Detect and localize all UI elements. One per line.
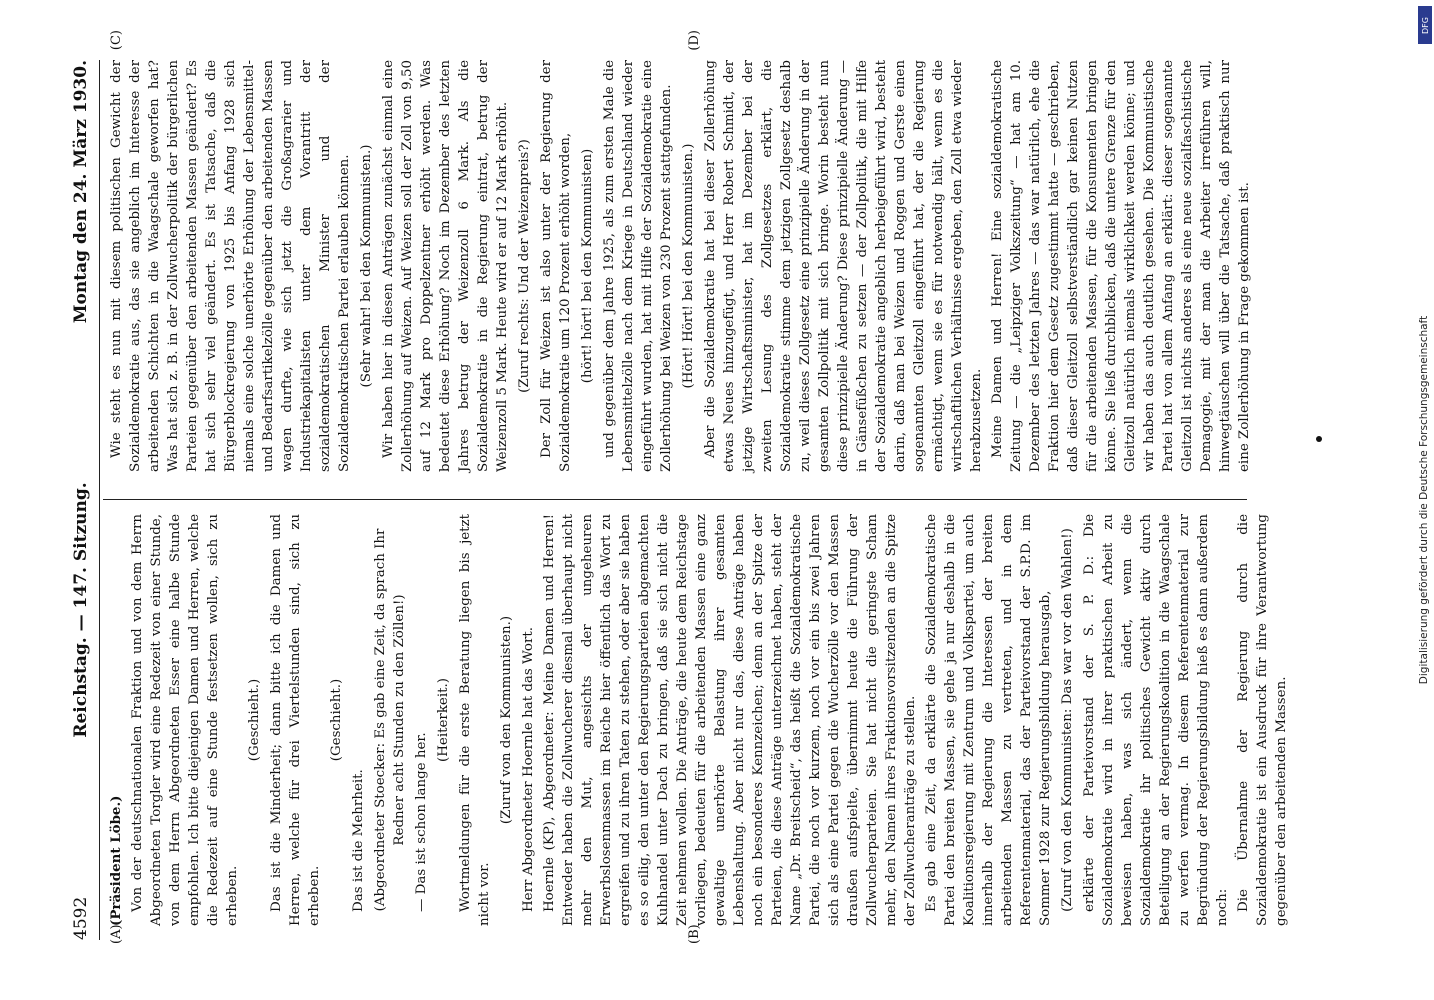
- page-header: [67, 60, 95, 940]
- interjection: (Heiterkeit.): [436, 678, 451, 762]
- left-text-column: [107, 514, 1293, 926]
- dfg-logo: DFG: [1418, 6, 1432, 44]
- paragraph: Von der deutschnationalen Fraktion und von dem Herrn Abgeordneten Torgler wird eine Redezeit von einer Stunde, von dem Herrn Abgeordneten Esser eine halbe Stunde empfohlen. Ich bitte diejenigen Damen und Herren, welche die Redezeit auf eine Stunde festsetzen wollen, sich zu erheben.: [130, 514, 240, 926]
- interjection: (Geschieht.): [247, 678, 262, 762]
- dfg-credit-text: Digitalisierung gefördert durch die Deutsche Forschungsgemeinschaft: [1418, 315, 1430, 685]
- session-title: Reichstag. — 147. Sitzung.: [71, 482, 91, 738]
- paragraph: Das ist die Mehrheit.: [351, 769, 366, 912]
- paragraph: erklärte der Parteivorstand der S. P. D.: Die Sozialdemokratie wird in ihrer praktischen Arbeit zu beweisen haben, was sich ändert, wenn die Sozialdemokratie ihr politisches Gewicht aktiv durch Beteiligung an der Regierungskoalition in die Waagschale zu werfen vermag. In diesem Referentenmaterial zur Begründung der Regierungsbildung hieß es dann außerdem noch:: [1082, 514, 1230, 926]
- paragraph: Wie steht es nun mit diesem politischen Gewicht der Sozialdemokratie aus, das sie angeblich im Interesse der arbeitenden Schichten in die Waagschale geworfen hat? Was hat sich z. B. in der Zollwucherpolitik der bürgerlichen Parteien gegenüber den arbeitenden Massen geändert? Es hat sich sehr viel geändert. Es ist Tatsache, daß die Bürgerblockregierung von 1925 bis Anfang 1928 sich niemals eine solche unerhörte Erhöhung der Lebensmittel- und Bedarfsartikelzölle gegenüber den arbeitenden Massen wagen durfte, wie sich jetzt die Großagrarier und Industriekapitalisten unter dem Vorantritt der sozialdemokratischen Minister und der Sozialdemokratischen Partei erlauben können.: [109, 60, 352, 472]
- document-page: [67, 30, 1289, 944]
- interjection: (Zuruf rechts: Und der Weizenpreis?): [517, 139, 532, 393]
- paragraph: Der Zoll für Weizen ist also unter der Regierung der Sozialdemokratie um 120 Prozent erhöht worden,: [539, 60, 573, 472]
- interjection: (Sehr wahr! bei den Kommunisten.): [359, 144, 374, 388]
- paragraph: Meine Damen und Herren! Eine sozialdemokratische Zeitung — die „Leipziger Volkszeitung“ — hat am 10. Dezember des letzten Jahres — das war natürlich, ehe die Fraktion hier dem Gesetz zugestimmt hatte — geschrieben, daß dieser Gleitzoll selbstverständlich gar keinen Nutzen für die arbeitenden Massen, für die Konsumenten bringen könne. Sie ließ durchblicken, daß die untere Grenze für den Gleitzoll natürlich niemals wirklichkeit werden könne; und wir haben das auch deutlich gesehen. Die Kommunistische Partei hat von allem Anfang an erklärt: dieser sogenannte Gleitzoll ist nichts anderes als eine neue sozialfaschistische Demagogie, mit der man die Arbeiter irreführen will, hinwegtäuschen will über die Tatsache, daß praktisch nur eine Zollerhöhung in Frage gekommen ist.: [990, 60, 1252, 472]
- interjection: (hört! hört! bei den Kommunisten): [580, 148, 595, 384]
- page-number: 4592: [71, 896, 91, 940]
- header-rule: [99, 60, 100, 940]
- interjection: (Hört! Hört! bei den Kommunisten.): [681, 143, 696, 389]
- right-text-column: [107, 60, 1256, 472]
- margin-marker-c: (C): [109, 30, 124, 51]
- paragraph: — Das ist schon lange her.: [414, 732, 429, 912]
- paragraph: Das ist die Minderheit; dann bitte ich die Damen und Herren, welche für drei Viertelstunden sind, sich zu erheben.: [269, 514, 322, 926]
- interjection: (Zuruf von den Kommunisten: Das war vor den Wahlen!): [1060, 528, 1075, 912]
- dfg-credit-strip: [1412, 0, 1434, 1000]
- interjection: (Geschieht.): [329, 678, 344, 762]
- paragraph: Herr Abgeordneter Hoernle hat das Wort.: [521, 627, 536, 912]
- paragraph: Es gab eine Zeit, da erklärte die Sozialdemokratische Partei den breiten Massen, sie gehe ja nur deshalb in die Koalitionsregierung mit Zentrum und Volkspartei, um auch innerhalb der Regierung die Interessen der breiten arbeitenden Massen zu vertreten, und in dem Referentenmaterial, das der Parteivorstand der S.P.D. im Sommer 1928 zur Regierungsbildung herausgab,: [924, 514, 1053, 926]
- margin-marker-d: (D): [687, 30, 702, 51]
- paragraph: und gegenüber dem Jahre 1925, als zum ersten Male die Lebensmittelzölle nach dem Kriege in Deutschland wieder eingeführt wurden, hat mit Hilfe der Sozialdemokratie eine Zollerhöhung bei Weizen von 230 Prozent stattgefunden.: [602, 60, 674, 472]
- paragraph: Wortmeldungen für die erste Beratung liegen bis jetzt nicht vor.: [458, 514, 492, 926]
- interjection: (Abgeordneter Stoecker: Es gab eine Zeit, da sprach Ihr Redner acht Stunden zu den Zöllen!): [373, 528, 407, 912]
- margin-marker-b: (B): [687, 924, 702, 944]
- paragraph: Aber die Sozialdemokratie hat bei dieser Zollerhöhung etwas Neues hinzugefügt, und Herr Robert Schmidt, der jetzige Wirtschaftsminister, hat im Dezember bei der zweiten Lesung des Zollgesetzes erklärt, die Sozialdemokratie stimme dem jetzigen Zollgesetz deshalb zu, weil dieses Zollgesetz eine prinzipielle Änderung in der gesamten Zollpolitik mit sich bringe. Worin besteht nun diese prinzipielle Änderung? Diese prinzipielle Änderung — in Gänsefüßchen zu setzen — der Zollpolitik, die mit Hilfe der Sozialdemokratie angeblich herbeigeführt wird, besteht darin, daß man bei Weizen und Roggen und Gerste einen sogenannten Gleitzoll eingeführt hat, der die Regierung ermächtigt, wenn sie es für notwendig hält, wenn es die wirtschaftlichen Verhältnisse ergeben, den Zoll etwa wieder herabzusetzen.: [703, 60, 984, 472]
- paragraph: Wir haben hier in diesen Anträgen zunächst einmal eine Zollerhöhung auf Weizen. Auf Weizen soll der Zoll von 9,50 auf 12 Mark pro Doppelzentner erhöht werden. Was bedeutet diese Erhöhung? Noch im Dezember des letzten Jahres betrug der Weizenzoll 6 Mark. Als die Sozialdemokratie in die Regierung eintrat, betrug der Weizenzoll 5 Mark. Heute wird er auf 12 Mark erhöht.: [381, 60, 510, 472]
- interjection: (Zuruf von den Kommunisten.): [499, 615, 514, 825]
- margin-marker-a: (A): [109, 924, 124, 944]
- ink-dot: [1316, 436, 1322, 442]
- paragraph: Die Übernahme der Regierung durch die Sozialdemokratie ist ein Ausdruck für ihre Verantwortung gegenüber den arbeitenden Massen.: [1236, 514, 1289, 926]
- session-date: Montag den 24. März 1930.: [71, 60, 91, 324]
- column-divider: [103, 499, 1247, 500]
- paragraph: Hoernle (KP), Abgeordneter: Meine Damen und Herren! Entweder haben die Zollwucherer diesmal überhaupt nicht mehr den Mut, angesichts der ungeheuren Erwerbslosenmassen im Reiche hier öffentlich das Wort zu ergreifen und zu ihren Taten zu stehen, oder aber sie haben es so eilig, den unter den Regierungsparteien abgemachten Kuhhandel unter Dach zu bringen, daß sie sich nicht die Zeit nehmen wollen. Die Anträge, die heute dem Reichstage vorliegen, bedeuten für die arbeitenden Massen eine ganz gewaltige unerhörte Belastung ihrer gesamten Lebenshaltung. Aber nicht nur das, diese Anträge haben noch ein besonderes Kennzeichen; denn an der Spitze der Parteien, die diese Anträge unterzeichnet haben, steht der Name „Dr. Breitscheid“, das heißt die Sozialdemokratische Partei, die noch vor kurzem, noch vor ein bis zwei Jahren sich als eine Partei gegen die Wucherzölle vor den Massen draußen aufspielte, übernimmt heute die Führung der Zollwucherparteien. Sie hat nicht die geringste Scham mehr, den Namen ihres Fraktionsvorsitzenden an die Spitze der Zollwucheranträge zu stellen.: [542, 514, 918, 926]
- speaker-label: (Präsident Löbe.): [108, 795, 124, 926]
